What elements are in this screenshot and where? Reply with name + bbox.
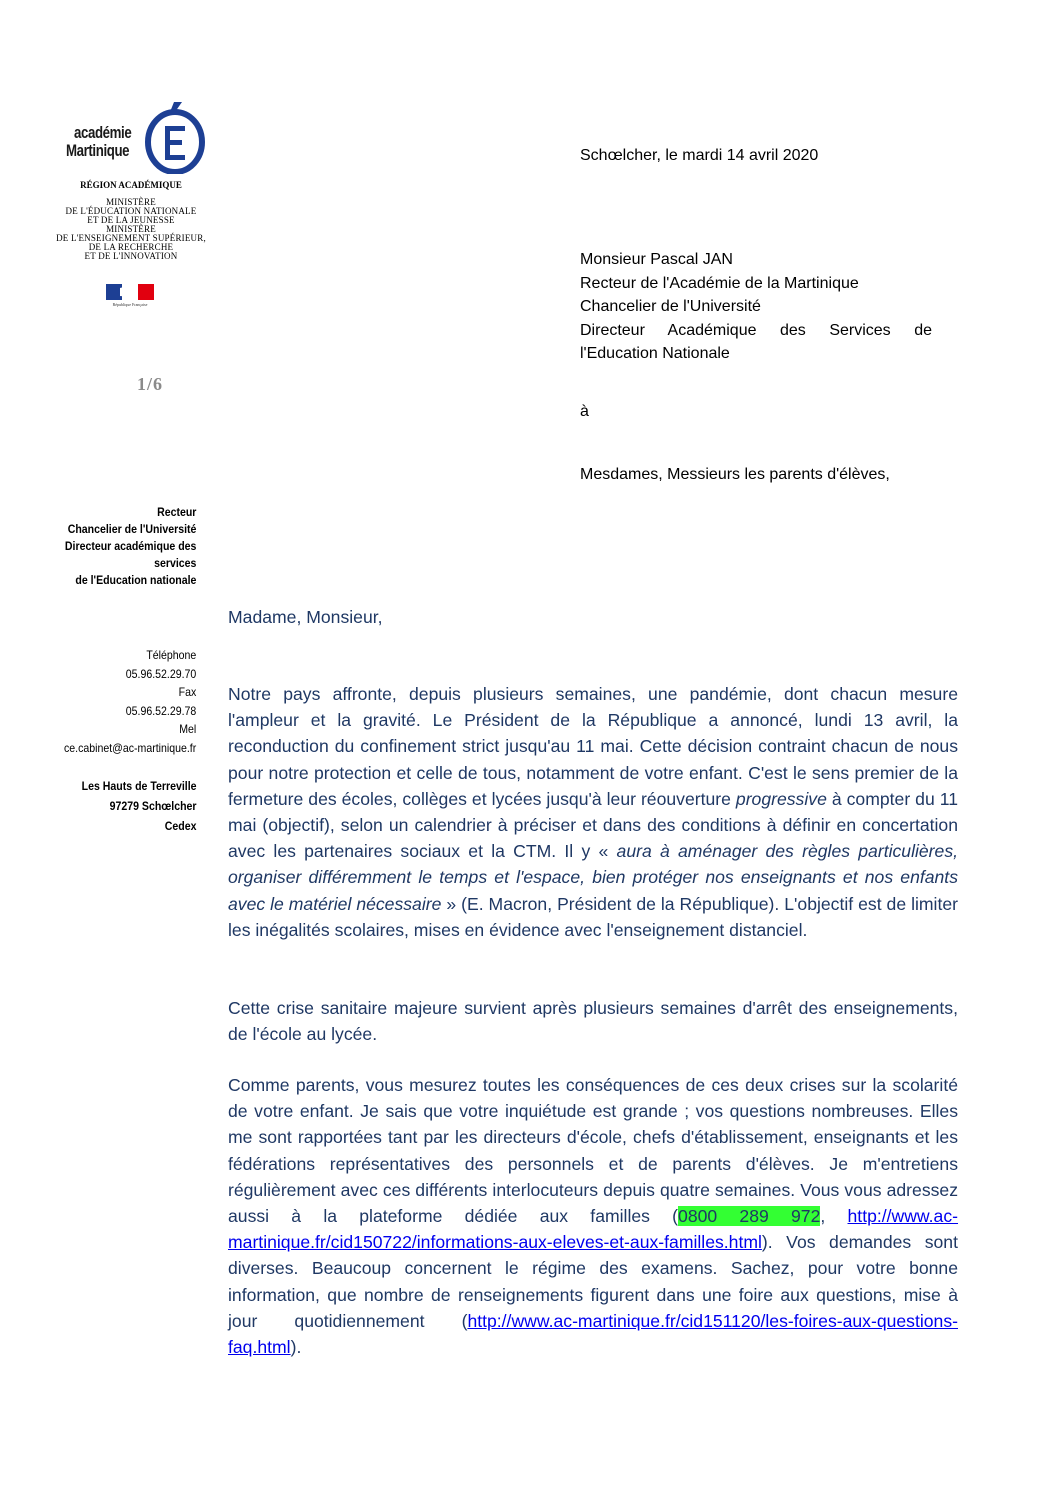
sender-line: de l'Education nationale xyxy=(74,573,196,587)
address-line: Cedex xyxy=(164,819,196,833)
ministry-line: DE L'ENSEIGNEMENT SUPÉRIEUR, xyxy=(56,233,206,243)
sender-line: Chancelier de l'Université xyxy=(67,522,196,536)
p3-text: ). Vos demandes sont diverses. Beaucoup concernent le régime des examens. Sachez, pour votre bonne information, que nombre de renseignements figurent dans une foire aux questions, mise à jour quotidiennement ( xyxy=(228,1232,958,1331)
logo-word-academie: académie xyxy=(74,123,132,142)
p3-text: , xyxy=(820,1206,848,1227)
recipient-title: Directeur Académique des Services de xyxy=(580,321,932,339)
address-block xyxy=(81,776,196,836)
ministry-line: MINISTÈRE xyxy=(106,224,156,234)
addressee-line: Mesdames, Messieurs les parents d'élèves, xyxy=(580,466,890,483)
address-line: 97279 Schœlcher xyxy=(109,799,196,813)
academie-e-emblem-icon xyxy=(144,100,206,174)
logo-word-martinique: Martinique xyxy=(66,141,130,160)
dateline xyxy=(580,147,818,165)
sender-block xyxy=(65,504,196,589)
sender-line: Recteur xyxy=(156,505,196,519)
ministry-line: ET DE LA JEUNESSE xyxy=(87,215,175,225)
marianne-flag-icon xyxy=(106,284,154,300)
p1-quote: aura à aménager des règles particulières, organiser différemment le temps et l'espace, bien protéger nos enseignants et nos enfants avec le matériel nécessaire xyxy=(228,841,959,914)
page-number: 1/6 xyxy=(136,374,163,394)
paragraph-1 xyxy=(228,681,958,943)
place: Schœlcher xyxy=(580,147,657,164)
date: , le mardi 14 avril 2020 xyxy=(656,147,819,164)
recipient-name: Monsieur Pascal JAN xyxy=(580,251,733,268)
phone-number: 05.96.52.29.70 xyxy=(125,666,196,681)
ministry-line: ET DE L'INNOVATION xyxy=(84,251,178,261)
p1-italic: progressive xyxy=(735,788,827,809)
ministry-lines xyxy=(56,198,206,261)
flag-caption: République Française xyxy=(112,302,148,307)
ministry-line: MINISTÈRE xyxy=(106,197,156,207)
p1-text: à compter du 11 mai (objectif), selon un calendrier à préciser et dans des conditions à définir en concertation avec les partenaires sociaux et la CTM. Il y « xyxy=(228,788,958,862)
p3-text: Comme parents, vous mesurez toutes les conséquences de ces deux crises sur la scolarité de votre enfant. Je sais que votre inquiétude est grande ; vos questions nombreuses. Elles me sont rapportées tant par les directeurs d'école, chefs d'établissement, enseignants et les fédérations représentatives des personnels et de parents d'élèves. Je m'entretiens régulièrement avec ces différents interlocuteurs depuis quatre semaines. Vous vous adressez aussi à la plateforme dédiée aux familles ( xyxy=(228,1075,958,1227)
ministry-line: DE L'ÉDUCATION NATIONALE xyxy=(65,206,197,216)
a-line: à xyxy=(580,403,589,420)
phone-label: Téléphone xyxy=(146,648,196,662)
mail-label: Mel xyxy=(178,722,196,736)
p1-text: » (E. Macron, Président de la République). L'objectif est de limiter les inégalités scolaires, mises en évidence avec l'enseignement distanciel. xyxy=(228,893,958,940)
faq-link[interactable]: http://www.ac-martinique.fr/cid151120/les-foires-aux-questions-faq.html xyxy=(228,1310,958,1358)
sender-line: services xyxy=(153,556,196,570)
recipient-title: l'Education Nationale xyxy=(580,345,730,362)
contact-block xyxy=(64,646,196,757)
p3-text: ). xyxy=(290,1337,302,1358)
paragraph-2: Cette crise sanitaire majeure survient après plusieurs semaines d'arrêt des enseignements, de l'école au lycée. xyxy=(228,998,958,1045)
p1-text: Notre pays affronte, depuis plusieurs semaines, une pandémie, dont chacun mesure l'ampleur et la gravité. Le Président de la République a annoncé, lundi 13 avril, la reconduction du confinement strict jusqu'au 11 mai. Cette décision contraint chacun de nous pour notre protection et celle de tous, notamment de votre enfant. C'est le sens premier de la fermeture des écoles, collèges et lycées jusqu'à leur réouverture xyxy=(228,684,958,809)
paragraph-3 xyxy=(228,1072,958,1360)
ministry-line: DE LA RECHERCHE xyxy=(88,242,174,252)
address-line: Les Hauts de Terreville xyxy=(81,779,196,793)
mail-address: ce.cabinet@ac-martinique.fr xyxy=(63,740,196,755)
families-info-link[interactable]: http://www.ac-martinique.fr/cid150722/informations-aux-eleves-et-aux-familles.html xyxy=(228,1206,959,1253)
region-label: RÉGION ACADÉMIQUE xyxy=(80,180,182,190)
sender-line: Directeur académique des xyxy=(64,539,196,553)
recipient-title: Recteur de l'Académie de la Martinique xyxy=(580,274,859,292)
fax-number: 05.96.52.29.78 xyxy=(125,703,196,718)
recipient-title: Chancelier de l'Université xyxy=(580,298,761,315)
salutation: Madame, Monsieur, xyxy=(228,607,383,627)
recipient-block xyxy=(580,248,932,366)
hotline-number: 0800 289 972 xyxy=(678,1206,821,1227)
fax-label: Fax xyxy=(178,685,196,699)
